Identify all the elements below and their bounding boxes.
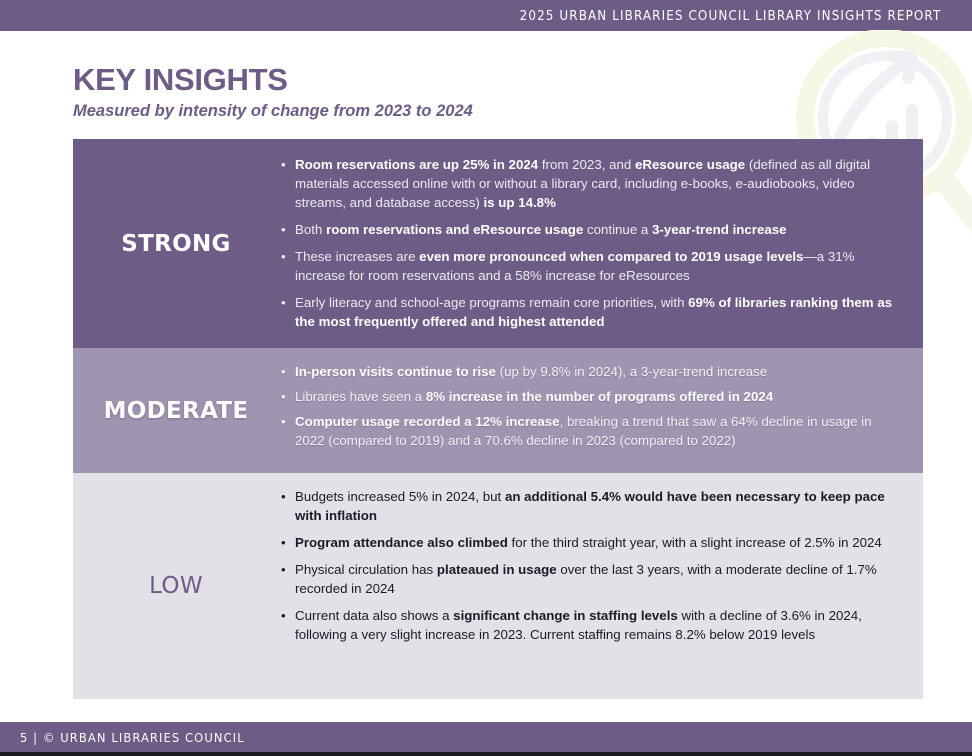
bullet-emphasis: room reservations and eResource usage: [326, 222, 584, 237]
bullet-emphasis: Program attendance also climbed: [295, 535, 508, 550]
bullet-list: [279, 348, 923, 473]
bullet-text: over the last 3 years, with a moderate decline of 1.7% recorded in 2024: [295, 562, 877, 596]
page-title: KEY INSIGHTS: [73, 62, 288, 97]
bullet-list: [279, 473, 923, 699]
bullet-emphasis: is up 14.8%: [483, 195, 556, 210]
bullet-emphasis: 69% of libraries ranking them as the most frequently offered and highest attended: [295, 295, 893, 329]
insight-bullet: [279, 247, 893, 285]
insight-bullet: [279, 155, 893, 212]
bullet-emphasis: an additional 5.4% would have been necessary to keep pace with inflation: [295, 489, 885, 523]
bullet-emphasis: eResource usage: [635, 157, 746, 172]
bullet-emphasis: 8% increase in the number of programs offered in 2024: [425, 389, 774, 404]
bullet-text: with a decline of 3.6% in 2024, following a very slight increase in 2023. Current staffing remains 8.2% below 2019 levels: [295, 608, 862, 642]
insight-row-moderate: [73, 348, 923, 473]
insight-bullet: [279, 533, 893, 552]
bullet-text: Current data also shows a: [295, 608, 454, 623]
insight-bullet: [279, 560, 893, 598]
level-label: MODERATE: [103, 397, 249, 424]
bottom-edge: [0, 752, 972, 756]
bullet-text: , breaking a trend that saw a 64% decline in usage in 2022 (compared to 2019) and a 70.6% decline in 2023 (compared to 2022): [295, 414, 872, 448]
bullet-text: Early literacy and school-age programs remain core priorities, with: [295, 295, 689, 310]
bullet-list: [279, 139, 923, 348]
bullet-text: (up by 9.8% in 2024), a 3-year-trend increase: [495, 364, 768, 379]
bullet-text: from 2023, and: [538, 157, 635, 172]
bullet-text: Libraries have seen a: [295, 389, 426, 404]
bullet-emphasis: In-person visits continue to rise: [295, 364, 496, 379]
insight-row-low: [73, 473, 923, 699]
header-bar: [0, 0, 972, 31]
bullet-emphasis: significant change in staffing levels: [453, 608, 678, 623]
bullet-emphasis: Room reservations are up 25% in 2024: [295, 157, 539, 172]
insight-bullet: [279, 362, 893, 381]
insight-bullet: [279, 220, 893, 239]
bullet-text: These increases are: [295, 249, 420, 264]
insight-bullet: [279, 606, 893, 644]
bullet-emphasis: Computer usage recorded a 12% increase: [295, 414, 560, 429]
bullet-emphasis: even more pronounced when compared to 2019 usage levels: [419, 249, 804, 264]
footer-bar: [0, 722, 972, 752]
level-label: LOW: [149, 573, 203, 599]
insight-row-strong: [73, 139, 923, 348]
insight-bullet: [279, 487, 893, 525]
bullet-emphasis: plateaued in usage: [436, 562, 557, 577]
bullet-text: continue a: [583, 222, 653, 237]
insight-bullet: [279, 293, 893, 331]
bullet-text: (defined as all digital materials accessed online with or without a library card, including e-books, e-audiobooks, video streams, and database access): [295, 157, 871, 210]
bullet-text: for the third straight year, with a slight increase of 2.5% in 2024: [507, 535, 882, 550]
insight-bullet: [279, 412, 893, 450]
bullet-text: Budgets increased 5% in 2024, but: [295, 489, 505, 504]
bullet-emphasis: 3-year-trend increase: [652, 222, 787, 237]
insight-bullet: [279, 387, 893, 406]
level-label: STRONG: [121, 230, 231, 257]
insights-table: [73, 139, 923, 699]
page-subtitle: Measured by intensity of change from 2023 to 2024: [73, 102, 473, 120]
bullet-text: Physical circulation has: [295, 562, 437, 577]
report-title: 2025 URBAN LIBRARIES COUNCIL LIBRARY INSIGHTS REPORT: [519, 9, 941, 24]
footer-text: 5 | © URBAN LIBRARIES COUNCIL: [20, 730, 245, 745]
bullet-text: Both: [295, 222, 327, 237]
bullet-text: —a 31% increase for room reservations and a 58% increase for eResources: [295, 249, 855, 283]
